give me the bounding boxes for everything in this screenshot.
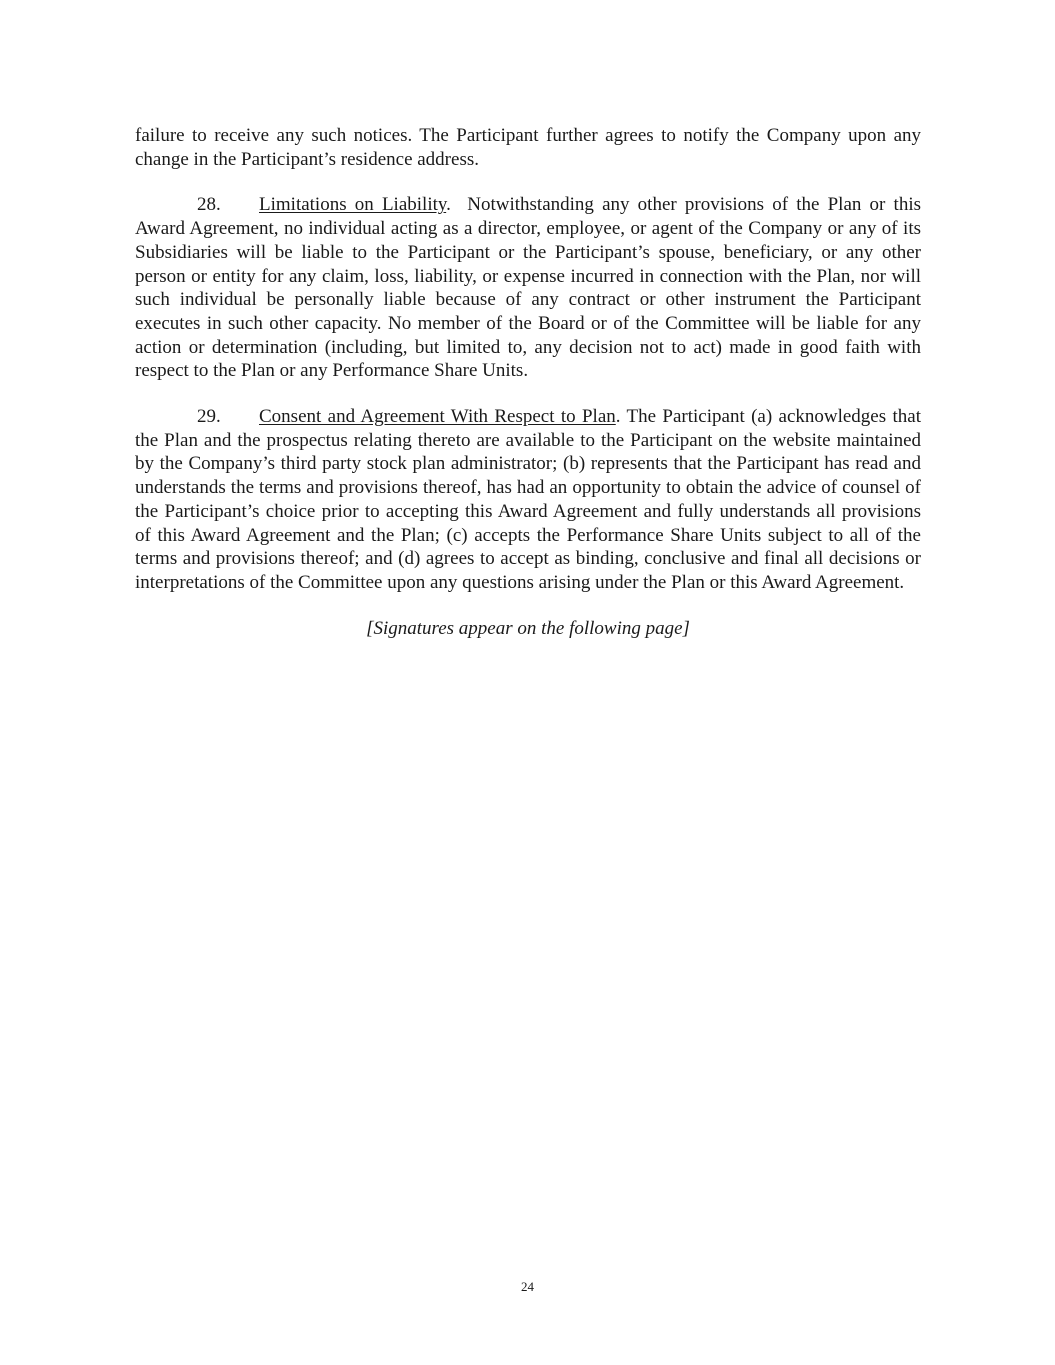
signatures-note: [Signatures appear on the following page] xyxy=(366,617,690,639)
section-29 xyxy=(135,405,921,595)
section-body: Notwithstanding any other provisions of the Plan or this Award Agreement, no individual acting as a director, employee, or agent of the Company or any of its Subsidiaries will be liable to the Participant or the Participant’s spouse, beneficiary, or any other person or entity for any claim, loss, liability, or expense incurred in connection with the Plan, nor will such individual be personally liable because of any contract or other instrument the Participant executes in such other capacity. No member of the Board or of the Committee will be liable for any action or determination (including, but limited to, any decision not to act) made in good faith with respect to the Plan or any Performance Share Units. xyxy=(135,194,926,382)
section-28 xyxy=(135,193,926,383)
intro-paragraph: failure to receive any such notices. The Participant further agrees to notify the Company upon any change in the Participant’s residence address. xyxy=(135,125,921,170)
page-number: 24 xyxy=(521,1279,534,1294)
section-heading: Limitations on Liability xyxy=(259,194,447,216)
section-heading: Consent and Agreement With Respect to Plan xyxy=(259,406,616,428)
body-text xyxy=(135,124,926,640)
section-heading-punct: . xyxy=(446,194,451,216)
section-number: 28. xyxy=(197,194,221,216)
section-number: 29. xyxy=(197,406,221,428)
section-body: The Participant (a) acknowledges that the Plan and the prospectus relating thereto are available to the Participant on the website maintained by the Company’s third party stock plan administrator; (b) represents that the Participant has read and understands the terms and provisions thereof, has had an opportunity to obtain the advice of counsel of the Participant’s choice prior to accepting this Award Agreement and fully understands all provisions of this Award Agreement and the Plan; (c) accepts the Performance Share Units subject to all of the terms and provisions thereof; and (d) agrees to accept as binding, conclusive and final all decisions or interpretations of the Committee upon any questions arising under the Plan or this Award Agreement. xyxy=(135,406,921,593)
section-heading-punct: . xyxy=(615,406,621,428)
